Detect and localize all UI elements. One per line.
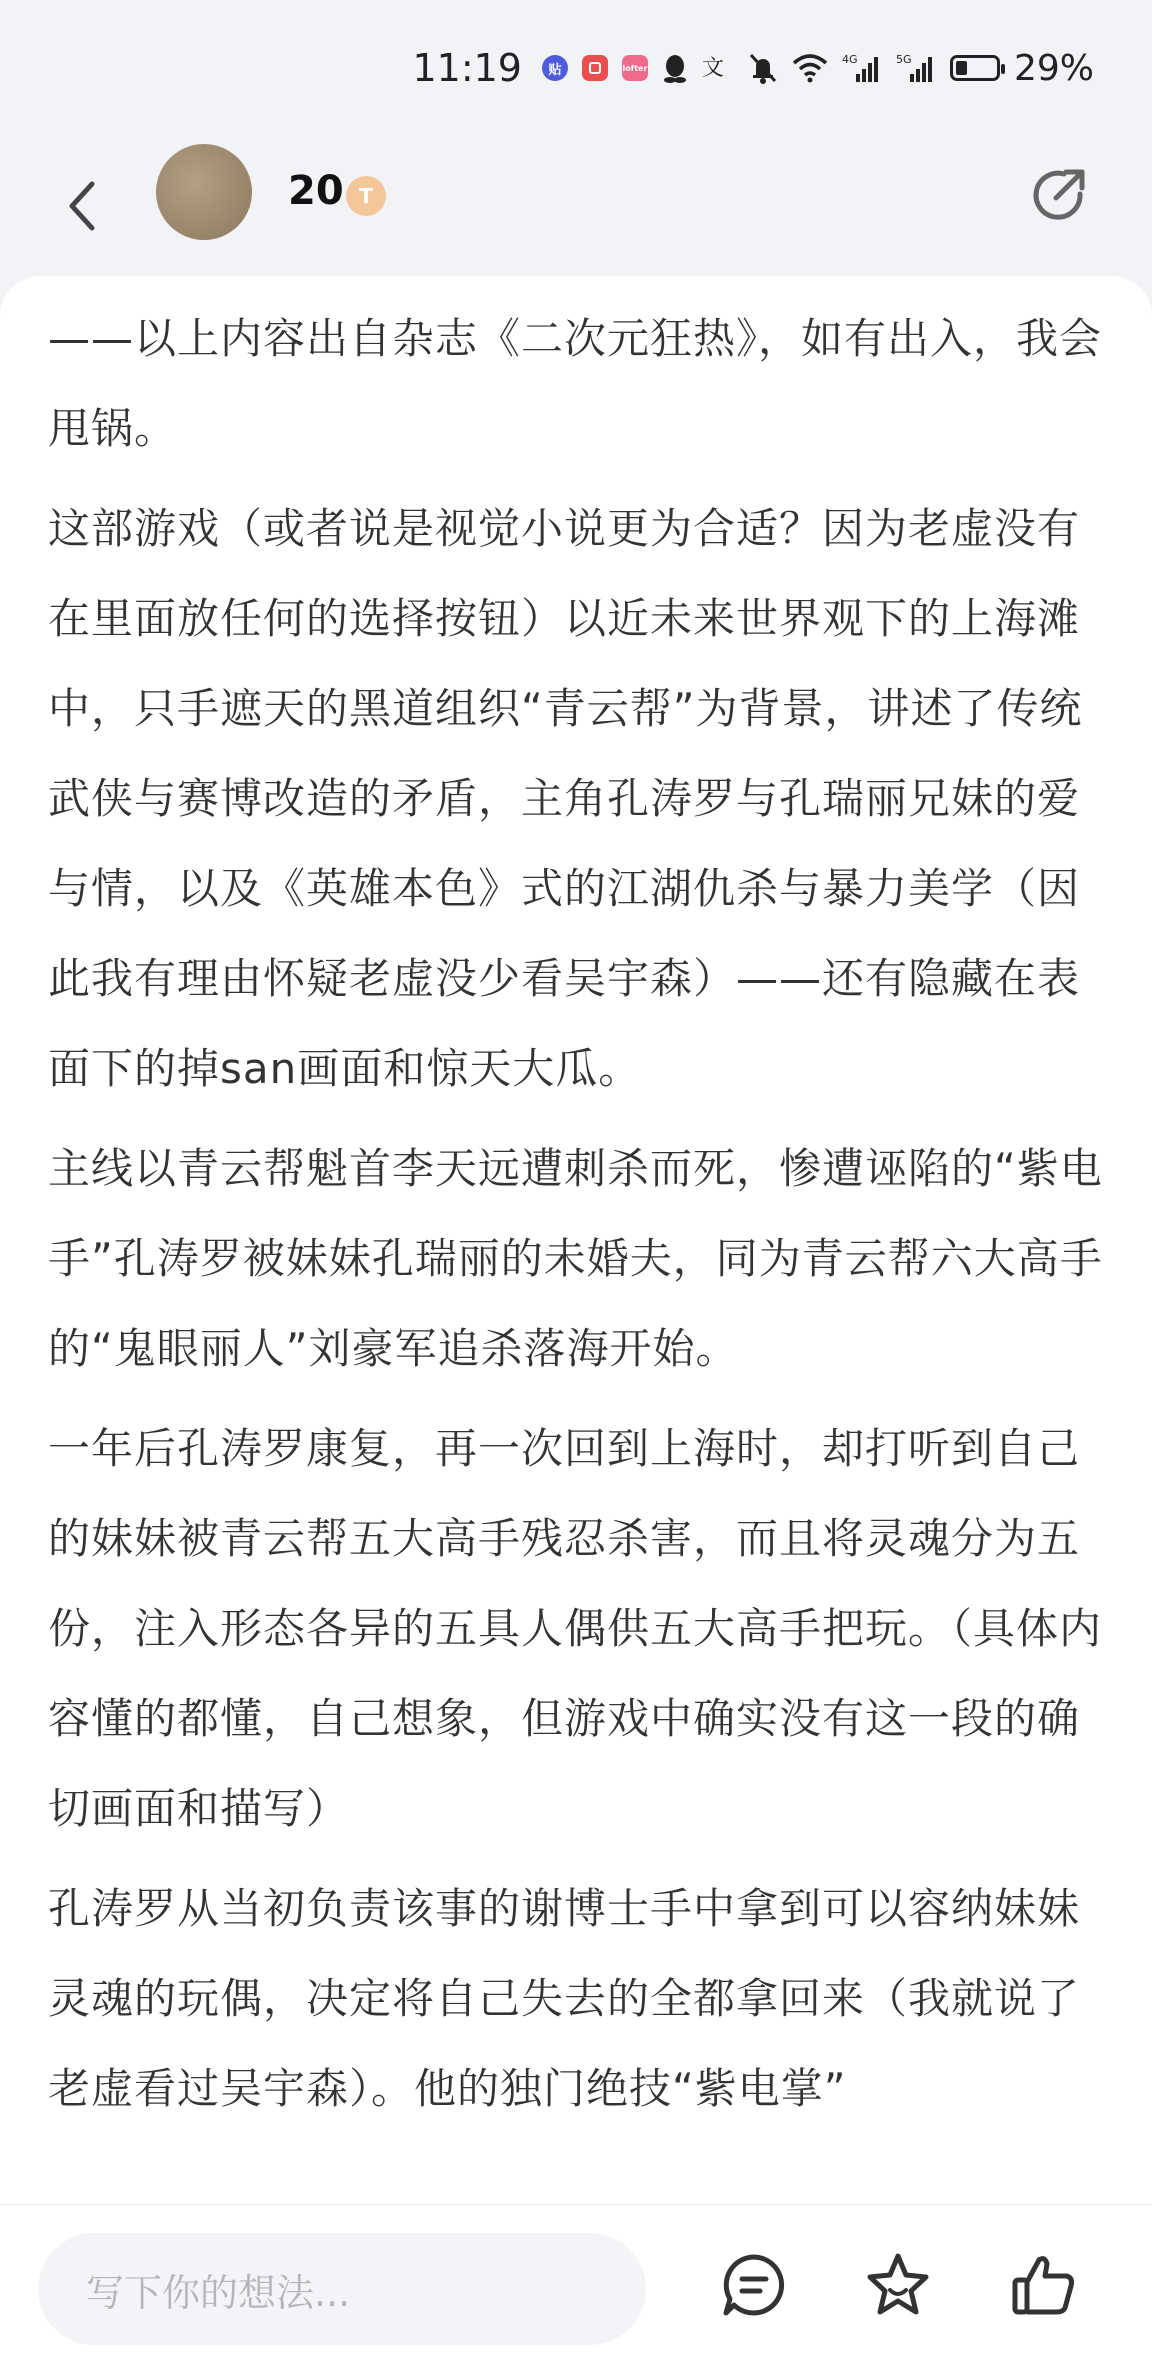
lofter-notification-icon <box>622 55 648 81</box>
comment-icon <box>720 2251 788 2319</box>
paragraph: 主线以青云帮魁首李天远遭刺杀而死，惨遭诬陷的“紫电手”孔涛罗被妹妹孔瑞丽的未婚夫，同为青云帮六大高手的“鬼眼丽人”刘豪军追杀落海开始。 <box>48 1144 1103 1373</box>
bottom-action-bar <box>0 2204 1152 2377</box>
qq-icon <box>662 53 688 83</box>
article-body <box>0 276 1152 2134</box>
translate-icon <box>702 53 734 83</box>
signal-4g-icon <box>842 52 882 84</box>
status-icons <box>412 40 1094 96</box>
thumbs-up-icon <box>1009 2250 1079 2320</box>
lofter-badge: lofter <box>622 55 648 81</box>
like-button[interactable] <box>1004 2245 1084 2325</box>
star-icon <box>863 2250 933 2320</box>
svg-text:5G: 5G <box>895 53 912 66</box>
battery-percent: 29% <box>1013 47 1094 89</box>
tieba-notification-icon <box>542 55 568 81</box>
tieba-badge: 贴 <box>542 55 568 81</box>
signal-5g-icon <box>896 52 936 84</box>
paragraph: 孔涛罗从当初负责该事的谢博士手中拿到可以容纳妹妹灵魂的玩偶，决定将自己失去的全都拿回来（我就说了老虚看过吴宇森）。他的独门绝技“紫电掌” <box>48 1884 1081 2113</box>
article-content[interactable] <box>0 276 1152 2204</box>
paragraph: 这部游戏（或者说是视觉小说更为合适？因为老虚没有在里面放任何的选择按钮）以近未来世界观下的上海滩中，只手遮天的黑道组织“青云帮”为背景，讲述了传统武侠与赛博改造的矛盾，主角孔涛罗与孔瑞丽兄妹的爱与情，以及《英雄本色》式的江湖仇杀与暴力美学（因此我有理由怀疑老虚没少看吴宇森）——还有隐藏在表面下的掉san画面和惊天大瓜。 <box>48 504 1083 1093</box>
status-bar <box>0 0 1152 136</box>
post-header <box>0 136 1152 276</box>
username[interactable]: 20 <box>288 168 344 214</box>
comment-button[interactable] <box>714 2245 794 2325</box>
comment-placeholder: 写下你的想法... <box>86 2270 351 2315</box>
red-app-notification-icon <box>582 55 608 81</box>
status-time: 11:19 <box>412 46 522 90</box>
comment-input[interactable] <box>38 2233 646 2345</box>
share-button[interactable] <box>1020 156 1100 236</box>
svg-text:4G: 4G <box>841 53 858 66</box>
user-level-badge: T <box>346 176 386 216</box>
svg-text:文: 文 <box>701 56 724 81</box>
mute-bell-icon <box>748 52 778 84</box>
share-icon <box>1028 164 1092 228</box>
battery-icon <box>950 55 1000 81</box>
back-button[interactable] <box>52 166 112 246</box>
chevron-left-icon <box>62 176 102 236</box>
wifi-icon <box>792 53 828 83</box>
avatar[interactable] <box>156 144 252 240</box>
favorite-button[interactable] <box>858 2245 938 2325</box>
paragraph: ——以上内容出自杂志《二次元狂热》，如有出入，我会甩锅。 <box>48 314 1103 453</box>
paragraph: 一年后孔涛罗康复，再一次回到上海时，却打听到自己的妹妹被青云帮五大高手残忍杀害，而且将灵魂分为五份，注入形态各异的五具人偶供五大高手把玩。（具体内容懂的都懂，自己想象，但游戏中确实没有这一段的确切画面和描写） <box>48 1424 1103 1833</box>
